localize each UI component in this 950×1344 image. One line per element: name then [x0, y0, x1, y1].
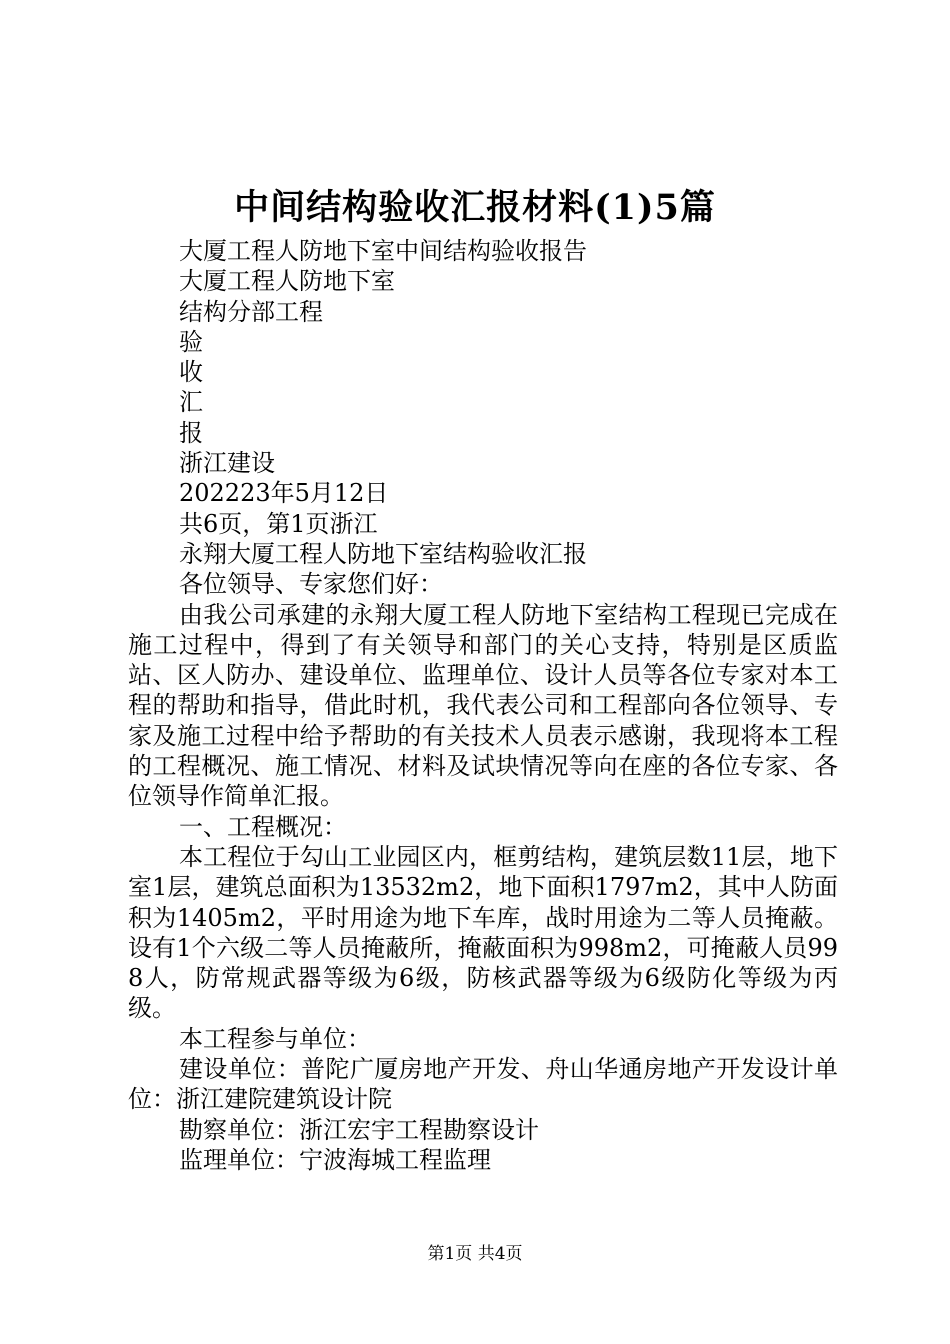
- date-line: 202223年5月12日: [179, 479, 389, 508]
- text-line: 汇: [179, 388, 203, 417]
- survey-unit: 勘察单位：浙江宏宇工程勘察设计: [179, 1115, 539, 1144]
- text-line: 收: [179, 358, 203, 387]
- supervision-unit: 监理单位：宁波海城工程监理: [179, 1145, 491, 1174]
- paragraph-overview: 本工程位于勾山工业园区内，框剪结构，建筑层数11层，地下室1层，建筑总面积为13532m2，地下面积1797m2，其中人防面积为1405m2，平时用途为地下车库，战时用途为二等人员掩蔽。设有1个六级二等人员掩蔽所，掩蔽面积为998m2，可掩蔽人员998人，防常规武器等级为6级，防核武器等级为6级防化等级为丙级。: [128, 842, 838, 1023]
- text-line: 验: [179, 327, 203, 356]
- text-line: 大厦工程人防地下室: [179, 267, 395, 296]
- text-line: 报: [179, 418, 203, 447]
- document-body: [128, 236, 838, 1175]
- participants-heading: 本工程参与单位：: [179, 1024, 371, 1053]
- text-line: 大厦工程人防地下室中间结构验收报告: [179, 237, 587, 265]
- text-line: 浙江建设: [179, 449, 275, 478]
- page-footer: 第1页 共4页: [427, 1244, 523, 1264]
- document-title: 中间结构验收汇报材料(1)5篇: [234, 187, 716, 228]
- greeting: 各位领导、专家您们好：: [179, 570, 443, 599]
- paragraph-intro: 由我公司承建的永翔大厦工程人防地下室结构工程现已完成在施工过程中，得到了有关领导和部门的关心支持，特别是区质监站、区人防办、建设单位、监理单位、设计人员等各位专家对本工程的帮助和指导，借此时机，我代表公司和工程部向各位领导、专家及施工过程中给予帮助的有关技术人员表示感谢，我现将本工程的工程概况、施工情况、材料及试块情况等向在座的各位专家、各位领导作简单汇报。: [128, 600, 838, 811]
- report-heading: 永翔大厦工程人防地下室结构验收汇报: [179, 539, 587, 568]
- text-line: 结构分部工程: [179, 297, 323, 326]
- paragraph-units: 建设单位：普陀广厦房地产开发、舟山华通房地产开发设计单位：浙江建院建筑设计院: [128, 1055, 838, 1114]
- page-count-line: 共6页，第1页浙江: [179, 509, 378, 538]
- section-heading-overview: 一、工程概况：: [179, 812, 347, 841]
